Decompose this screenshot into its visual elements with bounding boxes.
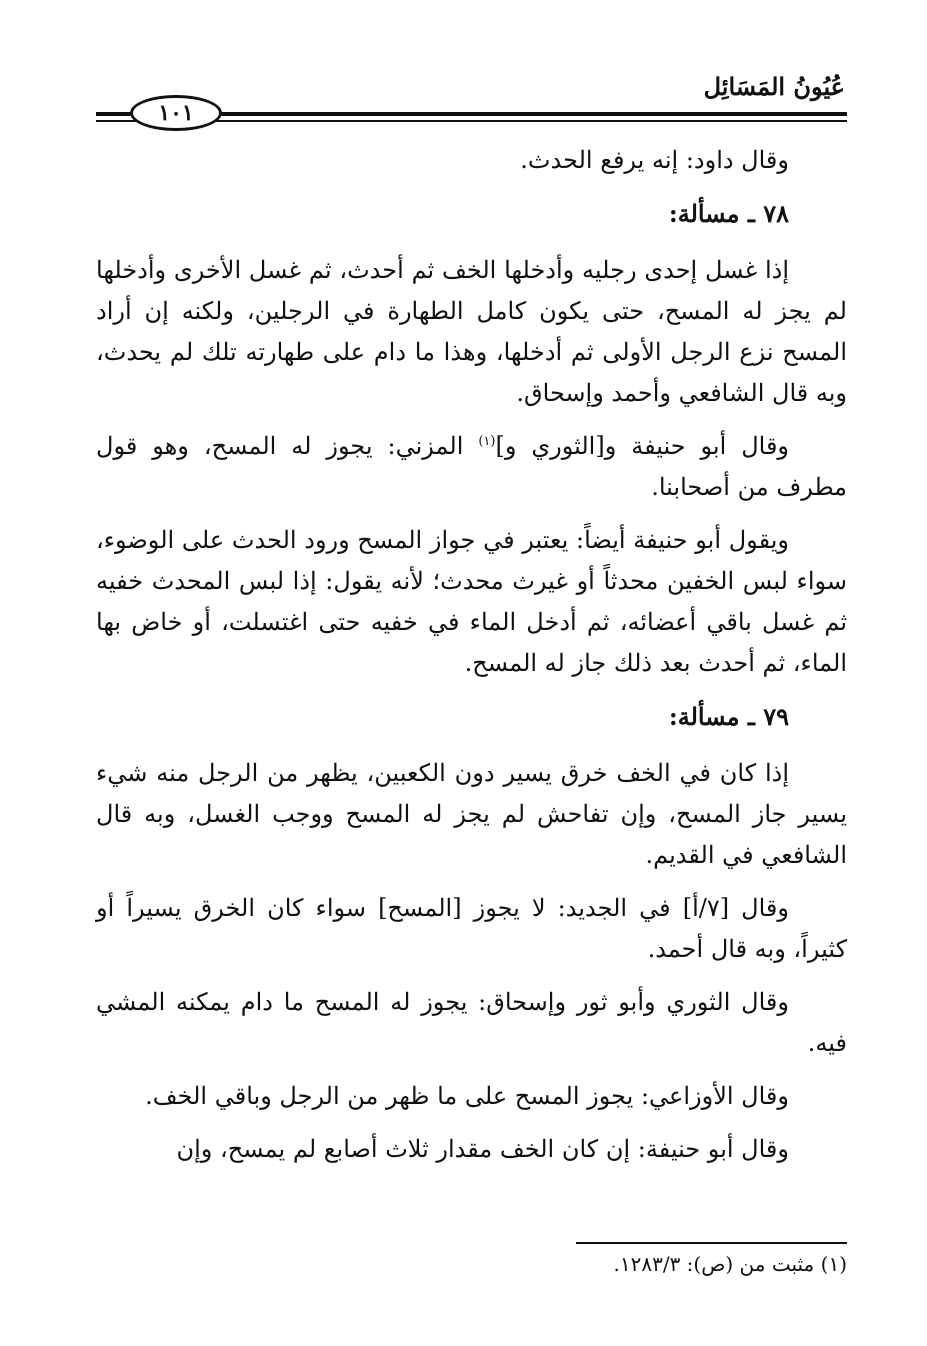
footnote: (١) مثبت من (ص): ١٢٨٣/٣. (613, 1252, 847, 1276)
paragraph-text: المزني: يجوز له المسح، وهو قول مطرف من أصحابنا. (96, 432, 847, 501)
paragraph: وقال داود: إنه يرفع الحدث. (520, 146, 789, 174)
paragraph: ويقول أبو حنيفة أيضاً: يعتبر في جواز المسح ورود الحدث على الوضوء، سواء لبس الخفين محدثاً أو غيرث محدث؛ لأنه يقول: إذا لبس المحدث خفيه ثم غسل باقي أعضائه، ثم أدخل الماء في خفيه حتى اغتسلت، أو خاض بها الماء، ثم أحدث بعد ذلك جاز له المسح. (96, 526, 848, 677)
paragraph-text: وقال أبو حنيفة و[الثوري و] (495, 432, 790, 460)
page-number: ١٠١ (158, 100, 194, 126)
issue-heading-79: ٧٩ ـ مسألة: (668, 702, 789, 731)
page-number-badge (130, 95, 222, 131)
issue-heading-78: ٧٨ ـ مسألة: (668, 199, 789, 228)
paragraph: وقال [٧/أ] في الجديد: لا يجوز [المسح] سواء كان الخرق يسيراً أو كثيراً، وبه قال أحمد. (96, 894, 847, 963)
paragraph: إذا غسل إحدى رجليه وأدخلها الخف ثم أحدث، ثم غسل الأخرى وأدخلها لم يجز له المسح، حتى يكون كامل الطهارة في الرجلين، ولكنه إن أراد المسح نزع الرجل الأولى ثم أدخلها، وهذا ما دام على طهارته تلك لم يحدث، وبه قال الشافعي وأحمد وإسحاق. (96, 256, 847, 407)
paragraph: وقال الأوزاعي: يجوز المسح على ما ظهر من الرجل وباقي الخف. (145, 1082, 789, 1110)
footnote-separator (576, 1242, 847, 1244)
footnote-marker[interactable]: (١) (478, 434, 496, 449)
paragraph-with-footnote (96, 426, 847, 508)
paragraph: وقال الثوري وأبو ثور وإسحاق: يجوز له المسح ما دام يمكنه المشي فيه. (96, 988, 847, 1057)
paragraph: وقال أبو حنيفة: إن كان الخف مقدار ثلاث أصابع لم يمسح، وإن (176, 1135, 789, 1163)
running-header-title: عُيُونُ المَسَائِل (703, 72, 845, 101)
body-text (96, 140, 847, 1182)
paragraph: إذا كان في الخف خرق يسير دون الكعبين، يظهر من الرجل منه شيء يسير جاز المسح، وإن تفاحش لم يجز له المسح ووجب الغسل، وبه قال الشافعي في القديم. (96, 759, 847, 869)
